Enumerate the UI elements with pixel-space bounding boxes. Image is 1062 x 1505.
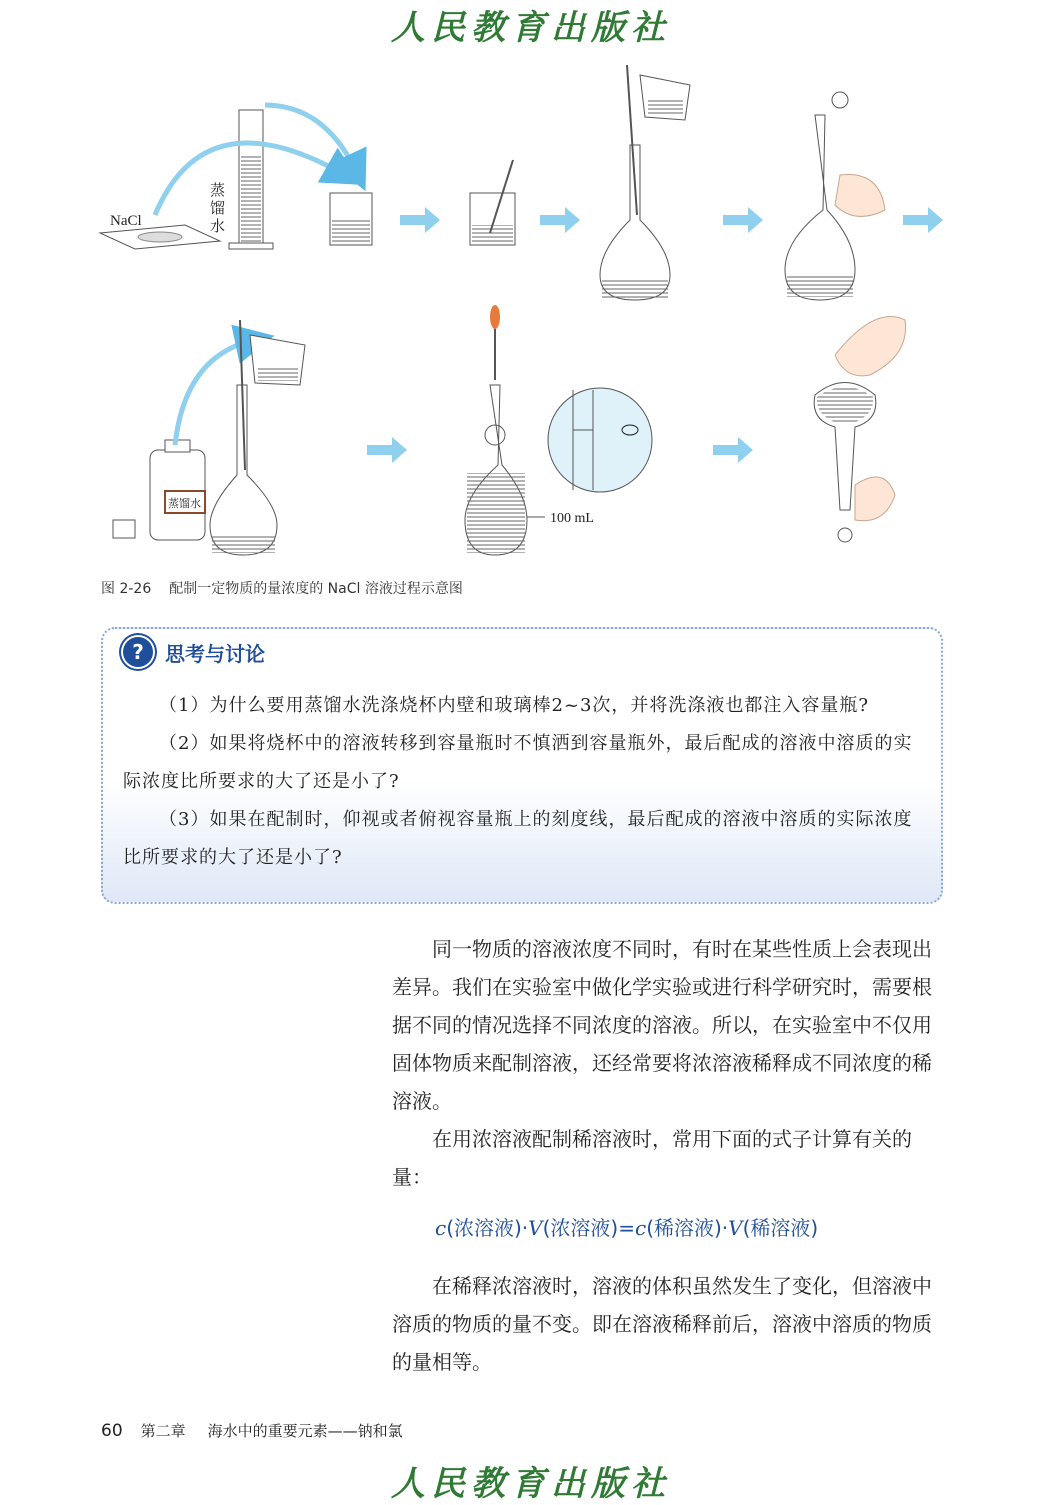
formula-c2: c <box>635 1216 647 1240</box>
question-icon: ? <box>123 637 153 667</box>
flow-arrow <box>540 207 580 233</box>
question-2-text: （2）如果将烧杯中的溶液转移到容量瓶时不慎洒到容量瓶外，最后配成的溶液中溶质的实际浓度比所要求的大了还是小了? <box>123 733 913 792</box>
dilution-formula <box>435 1212 818 1241</box>
water-label-vertical <box>210 181 230 235</box>
flow-arrow <box>723 207 763 233</box>
formula-v1: V <box>528 1216 543 1240</box>
question-1-text: （1）为什么要用蒸馏水洗涤烧杯内壁和玻璃棒2~3次，并将洗涤液也都注入容量瓶? <box>159 695 870 716</box>
figure-caption <box>101 578 463 598</box>
paragraph-3-text: 在稀释浓溶液时，溶液的体积虽然发生了变化，但溶液中溶质的物质的量不变。即在溶液稀释前后，溶液中溶质的物质的量相等。 <box>392 1274 932 1374</box>
formula-c1: c <box>435 1216 447 1240</box>
volume-label: 100 mL <box>550 511 594 526</box>
step-dissolve-setup <box>100 105 372 249</box>
question-3 <box>123 801 927 877</box>
flow-arrow <box>367 437 407 463</box>
bottle-label: 蒸馏水 <box>168 497 201 510</box>
step-transfer <box>600 65 690 300</box>
formula-v2: V <box>728 1216 743 1240</box>
flow-arrow <box>713 437 753 463</box>
body-paragraph-3 <box>392 1267 947 1381</box>
think-discuss-header <box>123 637 265 667</box>
page-number: 60 <box>101 1421 123 1441</box>
step-swirl <box>785 92 885 300</box>
formula-t2: (浓溶液)= <box>542 1216 635 1240</box>
publisher-logo-bottom: 人民教育出版社 <box>391 1464 671 1504</box>
chapter-title: 海水中的重要元素——钠和氯 <box>207 1422 403 1440</box>
flow-arrow <box>903 207 943 233</box>
question-2 <box>123 725 927 801</box>
think-discuss-box <box>101 627 943 904</box>
procedure-figure <box>95 55 965 575</box>
chapter-number: 第二章 <box>140 1422 186 1440</box>
question-3-text: （3）如果在配制时，仰视或者俯视容量瓶上的刻度线，最后配成的溶液中溶质的实际浓度比所要求的大了还是小了? <box>123 809 913 868</box>
caption-number: 图 2-26 <box>101 581 152 597</box>
water-char-3: 水 <box>210 217 226 235</box>
question-1 <box>123 687 927 725</box>
nacl-label: NaCl <box>110 213 142 229</box>
publisher-logo-top: 人民教育出版社 <box>391 8 671 48</box>
step-constant-volume <box>465 305 652 555</box>
formula-t1: (浓溶液)· <box>446 1216 529 1240</box>
step-stir <box>470 160 515 245</box>
body-paragraph-1 <box>392 930 947 1120</box>
water-char-2: 馏 <box>210 199 226 217</box>
formula-t4: (稀溶液) <box>742 1216 819 1240</box>
page-footer <box>101 1420 403 1441</box>
step-wash-transfer <box>113 320 305 555</box>
paragraph-1-text: 同一物质的溶液浓度不同时，有时在某些性质上会表现出差异。我们在实验室中做化学实验或进行科学研究时，需要根据不同的情况选择不同浓度的溶液。所以，在实验室中不仅用固体物质来配制溶液，还经常要将浓溶液稀释成不同浓度的稀溶液。 <box>392 937 932 1113</box>
flow-arrow <box>400 207 440 233</box>
caption-text: 配制一定物质的量浓度的 NaCl 溶液过程示意图 <box>169 581 463 597</box>
water-char-1: 蒸 <box>210 181 226 199</box>
body-paragraph-2 <box>392 1120 947 1196</box>
paragraph-2-text: 在用浓溶液配制稀溶液时，常用下面的式子计算有关的量： <box>392 1127 912 1189</box>
formula-t3: (稀溶液)· <box>646 1216 729 1240</box>
step-shake <box>814 317 905 542</box>
think-discuss-title: 思考与讨论 <box>165 641 265 666</box>
